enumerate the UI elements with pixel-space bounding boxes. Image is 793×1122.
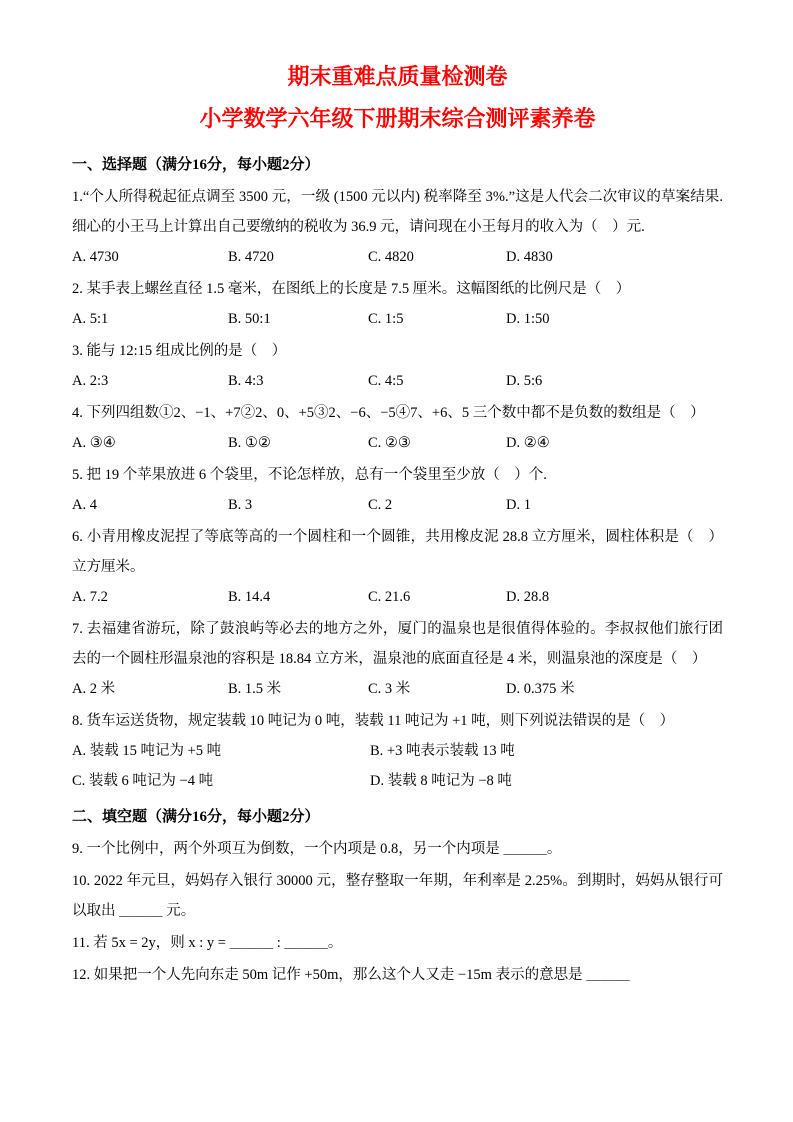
question-5-option-b: B. 3 (228, 497, 253, 513)
question-6-option-b: B. 14.4 (228, 589, 271, 605)
question-8-option-a: A. 装载 15 吨记为 +5 吨 (72, 743, 222, 759)
question-6-option-d: D. 28.8 (506, 589, 550, 605)
question-8-option-c: C. 装载 6 吨记为 −4 吨 (72, 773, 214, 789)
question-2-option-b: B. 50:1 (228, 311, 271, 327)
question-7-option-d: D. 0.375 米 (506, 681, 575, 697)
question-12: 12. 如果把一个人先向东走 50m 记作 +50m，那么这个人又走 −15m 表示的意思是 ＿＿＿ (72, 967, 630, 983)
question-6-option-a: A. 7.2 (72, 589, 108, 605)
question-6-stem: 6. 小青用橡皮泥捏了等底等高的一个圆柱和一个圆锥，共用橡皮泥 28.8 立方厘米，圆柱体积是（ ）立方厘米。 (72, 529, 723, 575)
question-5-option-d: D. 1 (506, 497, 531, 513)
question-3-option-d: D. 5:6 (506, 373, 543, 389)
question-1-stem: 1.“个人所得税起征点调至 3500 元，一级 (1500 元以内) 税率降至 3%.”这是人代会二次审议的草案结果.细心的小王马上计算出自己要缴纳的税收为 36.9 元，请问现在小王每月的收入为（ ）元. (72, 189, 723, 235)
question-4-stem: 4. 下列四组数①2、−1、+7②2、0、+5③2、−6、−5④7、+6、5 三个数中都不是负数的数组是（ ） (72, 405, 705, 421)
question-7-option-a: A. 2 米 (72, 681, 116, 697)
question-5-option-c: C. 2 (368, 497, 393, 513)
question-7-options (72, 674, 723, 704)
question-8-stem: 8. 货车运送货物，规定装载 10 吨记为 0 吨，装载 11 吨记为 +1 吨，则下列说法错误的是（ ） (72, 713, 675, 729)
section-2-heading: 二、填空题（满分16分，每小题2分） (72, 809, 320, 825)
question-1-options (72, 242, 723, 272)
question-2-option-c: C. 1:5 (368, 311, 404, 327)
question-3-option-b: B. 4:3 (228, 373, 264, 389)
question-8-options (72, 736, 723, 796)
question-4-option-b: B. ①② (228, 435, 271, 451)
question-2-option-a: A. 5:1 (72, 311, 109, 327)
title-block (72, 56, 723, 140)
question-3-stem: 3. 能与 12:15 组成比例的是（ ） (72, 343, 287, 359)
question-1-option-a: A. 4730 (72, 249, 119, 265)
question-3-option-c: C. 4:5 (368, 373, 404, 389)
question-1-option-c: C. 4820 (368, 249, 414, 265)
section-1-heading: 一、选择题（满分16分，每小题2分） (72, 157, 320, 173)
question-2-stem: 2. 某手表上螺丝直径 1.5 毫米，在图纸上的长度是 7.5 厘米。这幅图纸的比例尺是（ ） (72, 281, 631, 297)
question-1-option-b: B. 4720 (228, 249, 274, 265)
question-2-option-d: D. 1:50 (506, 311, 550, 327)
question-7-option-b: B. 1.5 米 (228, 681, 282, 697)
question-4-option-a: A. ③④ (72, 435, 116, 451)
question-8-option-d: D. 装载 8 吨记为 −8 吨 (370, 773, 512, 789)
question-4-option-c: C. ②③ (368, 435, 411, 451)
question-5-stem: 5. 把 19 个苹果放进 6 个袋里，不论怎样放，总有一个袋里至少放（ ）个. (72, 467, 547, 483)
question-9: 9. 一个比例中，两个外项互为倒数，一个内项是 0.8，另一个内项是 ＿＿＿。 (72, 841, 562, 857)
exam-title-line2: 小学数学六年级下册期末综合测评素养卷 (199, 106, 596, 131)
question-4-option-d: D. ②④ (506, 435, 550, 451)
question-5-options (72, 490, 723, 520)
exam-title-line1: 期末重难点质量检测卷 (287, 64, 508, 89)
question-7-stem: 7. 去福建省游玩，除了鼓浪屿等必去的地方之外，厦门的温泉也是很值得体验的。李叔叔他们旅行团去的一个圆柱形温泉池的容积是 18.84 立方米，温泉池的底面直径是 4 米，则温泉池的深度是（ ） (72, 621, 723, 667)
question-10: 10. 2022 年元旦，妈妈存入银行 30000 元，整存整取一年期，年利率是 2.25%。到期时，妈妈从银行可以取出 ＿＿＿ 元。 (72, 873, 723, 919)
question-3-options (72, 366, 723, 396)
question-6-option-c: C. 21.6 (368, 589, 411, 605)
question-5-option-a: A. 4 (72, 497, 97, 513)
question-6-options (72, 582, 723, 612)
question-11: 11. 若 5x = 2y，则 x : y = ＿＿＿ : ＿＿＿。 (72, 935, 343, 951)
question-3-option-a: A. 2:3 (72, 373, 109, 389)
question-2-options (72, 304, 723, 334)
question-4-options (72, 428, 723, 458)
question-8-option-b: B. +3 吨表示装载 13 吨 (370, 743, 515, 759)
question-7-option-c: C. 3 米 (368, 681, 411, 697)
question-1-option-d: D. 4830 (506, 249, 553, 265)
